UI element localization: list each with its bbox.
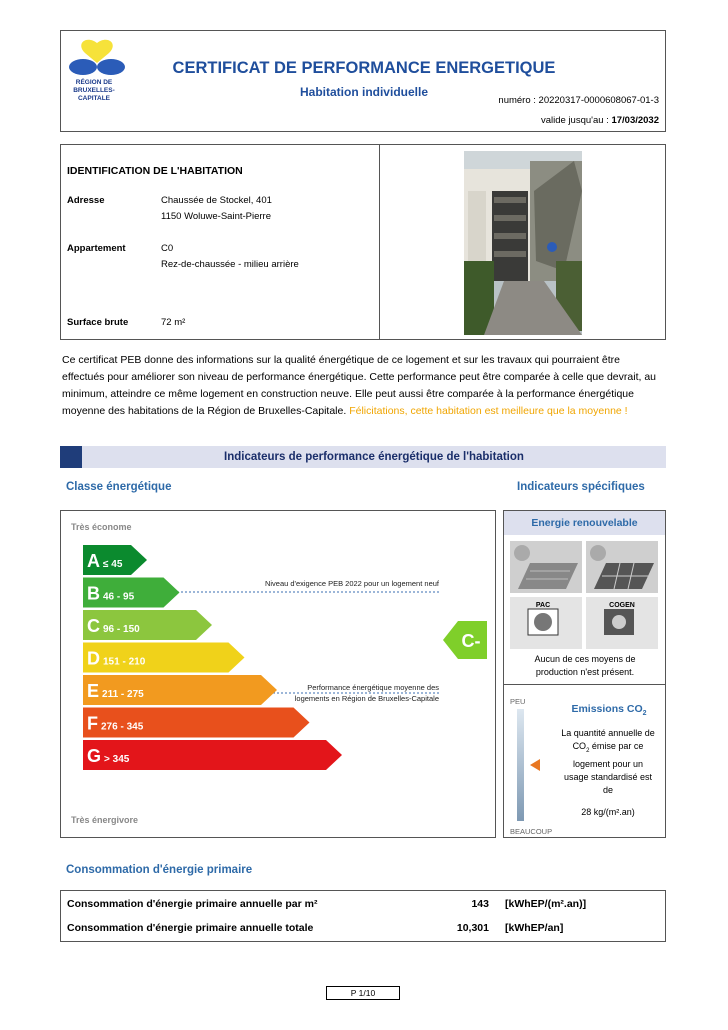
apartment-line2: Rez-de-chaussée - milieu arrière (161, 259, 299, 270)
certificate-title: CERTIFICAT DE PERFORMANCE ENERGETIQUE (172, 59, 556, 77)
ref-new-text: Niveau d'exigence PEB 2022 pour un logement neuf (264, 579, 439, 588)
address-line1: Chaussée de Stockel, 401 (161, 195, 272, 206)
indicators-banner (60, 446, 666, 468)
energy-class-d (83, 643, 245, 673)
specific-indicators-heading: Indicateurs spécifiques (517, 481, 645, 493)
renewable-note: Aucun de ces moyens de production n'est présent. (534, 654, 636, 677)
energy-class-label: C 96 - 150 (87, 616, 140, 636)
renewable-title: Energie renouvelable (531, 517, 638, 529)
banner-square (60, 446, 82, 468)
specific-indicators-panel (503, 510, 666, 838)
address-line2: 1150 Woluwe-Saint-Pierre (161, 211, 272, 222)
energy-class-label: G > 345 (87, 746, 130, 766)
consumption-table (60, 890, 666, 942)
certificate-number: numéro : 20220317-0000608067-01-3 (498, 95, 659, 106)
energy-class-label: D 151 - 210 (87, 648, 146, 669)
renewable-section (504, 511, 665, 685)
cogeneration-icon (586, 597, 658, 649)
address-label: Adresse (67, 195, 105, 206)
co2-level-marker (530, 759, 540, 771)
page-number: P 1/10 (326, 986, 400, 1000)
co2-value: 28 kg/(m².an) (581, 807, 635, 817)
energy-class-label: A ≤ 45 (87, 551, 123, 571)
ref-average-line1: Performance énergétique moyenne des (307, 683, 439, 692)
heat-pump-icon (510, 597, 582, 649)
solar-thermal-icon (510, 541, 582, 593)
energy-class-a (83, 545, 147, 575)
consumption-row-label: Consommation d'énergie primaire annuelle par m² (67, 898, 318, 910)
consumption-row-label: Consommation d'énergie primaire annuelle totale (67, 922, 314, 934)
current-class-marker (443, 621, 487, 659)
apartment-label: Appartement (67, 243, 126, 254)
energy-class-label: F 276 - 345 (87, 713, 144, 734)
divider (379, 145, 380, 339)
valid-until: valide jusqu'au : 17/03/2032 (540, 115, 659, 126)
energy-class-heading: Classe énergétique (66, 481, 172, 493)
very-efficient-label: Très économe (71, 522, 132, 532)
energy-scale (61, 511, 495, 837)
current-class-label: C- (461, 631, 481, 651)
consumption-row-value: 143 (471, 898, 489, 910)
primary-consumption-heading: Consommation d'énergie primaire (66, 864, 253, 876)
consumption-row-value: 10,301 (456, 922, 489, 934)
solar-pv-icon (586, 541, 658, 593)
energy-class-label: E 211 - 275 (87, 681, 144, 701)
intro-paragraph: Ce certificat PEB donne des informations sur la qualité énergétique de ce logement et sur les travaux qui pourraient être effectués pour améliorer son niveau de performance énergétique. Cette performance peut être comparée à celle que devrait, au minimum, atteindre ce même logement en construction neuve. Elle peut aussi être comparée à la performance énergétique moyenne des habitations de la Région de Bruxelles-Capitale. Félicitations, cette habitation est meilleure que la moyenne ! (62, 354, 656, 417)
co2-title: Emissions $CO_2$ (571, 703, 647, 718)
co2-scale-high: BEAUCOUP (510, 827, 553, 836)
energy-class-f (83, 708, 310, 738)
energy-class-label: B 46 - 95 (87, 583, 135, 604)
co2-scale-low: PEU (510, 697, 526, 706)
surface-value: 72 m² (161, 317, 186, 328)
building-photo (464, 151, 582, 335)
certificate-subtitle: Habitation individuelle (299, 85, 428, 99)
energy-class-c (83, 610, 212, 640)
identification-box (60, 144, 666, 340)
svg-text:PAC: PAC (535, 602, 551, 609)
consumption-row-unit: [kWhEP/an] (505, 922, 564, 934)
energy-class-panel (60, 510, 496, 838)
ref-average-line2: logements en Région de Bruxelles-Capitale (294, 694, 439, 703)
intro-highlight: Félicitations, cette habitation est meilleure que la moyenne ! (349, 405, 628, 417)
banner-title: Indicateurs de performance énergétique de l'habitation (224, 451, 524, 463)
co2-description: La quantité annuelle de $CO_2$ émise par ce logement pour un usage standardisé est de (561, 728, 655, 795)
apartment-line1: C0 (161, 243, 174, 254)
very-inefficient-label: Très énergivore (71, 815, 139, 825)
consumption-row-unit: [kWhEP/(m².an)] (505, 898, 587, 910)
logo-text: RÉGION DE BRUXELLES-CAPITALE (73, 79, 115, 102)
identification-title: IDENTIFICATION DE L'HABITATION (67, 165, 243, 177)
co2-scale-bar (517, 709, 524, 821)
energy-class-b (83, 578, 180, 608)
surface-label: Surface brute (67, 317, 129, 328)
energy-class-g (83, 740, 342, 770)
certificate-header (60, 30, 666, 132)
svg-text:COGEN: COGEN (609, 602, 635, 609)
renewable-icons (510, 541, 658, 649)
